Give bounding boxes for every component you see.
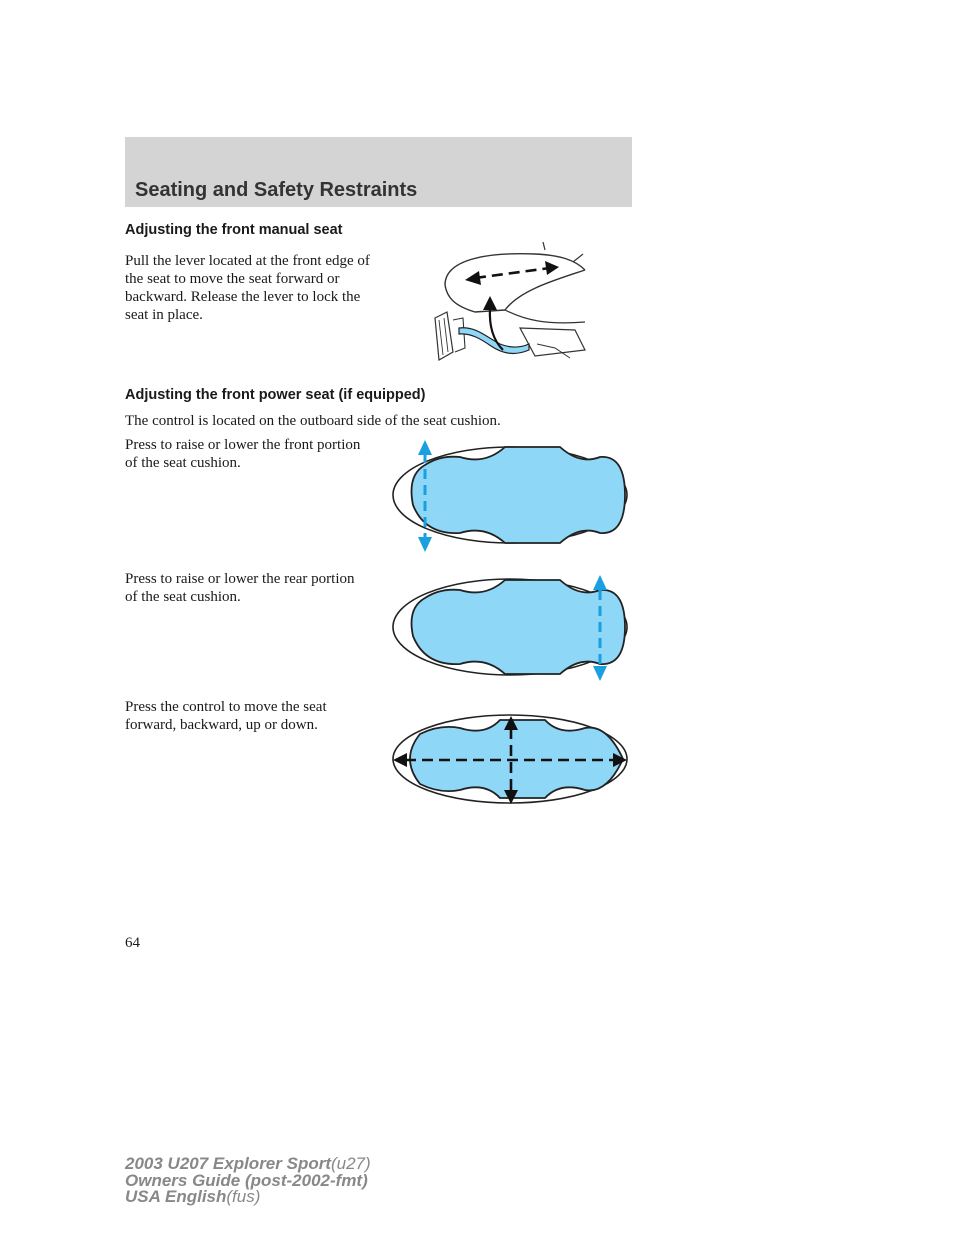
rear-tilt-control-icon — [385, 570, 645, 685]
footer-model-code: (u27) — [330, 1154, 371, 1173]
power-seat-intro: The control is located on the outboard side of the seat cushion. — [125, 413, 501, 429]
four-way-control-icon — [385, 712, 635, 807]
power-seat-heading: Adjusting the front power seat (if equipped) — [125, 387, 426, 403]
footer-model: 2003 U207 Explorer Sport — [125, 1154, 331, 1173]
rear-tilt-text: Press to raise or lower the rear portion of the seat cushion. — [125, 571, 355, 605]
front-tilt-control-icon — [385, 435, 645, 555]
footer-language: USA English — [125, 1187, 227, 1206]
manual-seat-heading: Adjusting the front manual seat — [125, 222, 343, 238]
four-way-text: Press the control to move the seat forward, backward, up or down. — [125, 699, 327, 733]
seat-lever-illustration — [425, 240, 595, 370]
document-footer — [125, 1156, 371, 1206]
page-number: 64 — [125, 935, 140, 951]
footer-guide: Owners Guide (post-2002-fmt) — [125, 1170, 368, 1190]
manual-seat-text: Pull the lever located at the front edge of the seat to move the seat forward or backward. Release the lever to lock the seat in place. — [125, 253, 370, 323]
footer-language-code: (fus) — [226, 1187, 261, 1206]
section-header — [125, 137, 632, 207]
front-tilt-text: Press to raise or lower the front portion of the seat cushion. — [125, 437, 361, 471]
section-title: Seating and Safety Restraints — [135, 179, 418, 201]
